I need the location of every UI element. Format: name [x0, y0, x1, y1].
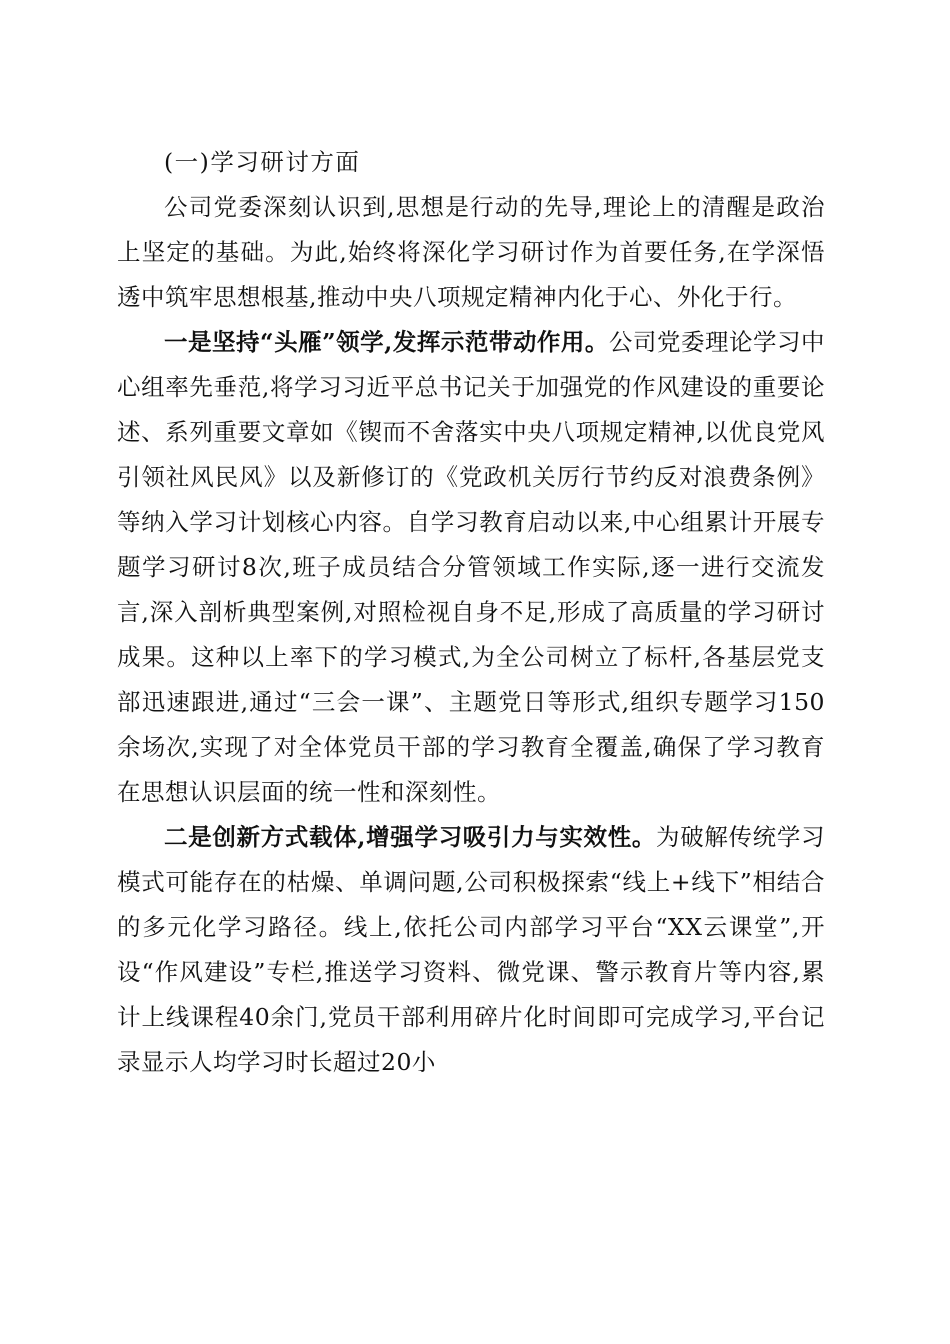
paragraph-lead: 一是坚持“头雁”领学,发挥示范带动作用。	[164, 328, 609, 356]
intro-paragraph	[117, 185, 825, 320]
section-heading: (一)学习研讨方面	[164, 148, 361, 176]
paragraph-text: 公司党委理论学习中心组率先垂范,将学习习近平总书记关于加强党的作风建设的重要论述、系列重要文章如《锲而不舍落实中央八项规定精神,以优良党风引领社风民风》以及新修订的《党政机关厉行节约反对浪费条例》等纳入学习计划核心内容。自学习教育启动以来,中心组累计开展专题学习研讨8次,班子成员结合分管领域工作实际,逐一进行交流发言,深入剖析典型案例,对照检视自身不足,形成了高质量的学习研讨成果。这种以上率下的学习模式,为全公司树立了标杆,各基层党支部迅速跟进,通过“三会一课”、主题党日等形式,组织专题学习150余场次,实现了对全体党员干部的学习教育全覆盖,确保了学习教育在思想认识层面的统一性和深刻性。	[117, 328, 826, 806]
point-two-paragraph	[117, 815, 825, 1085]
document-body	[117, 140, 825, 1085]
point-one-paragraph	[117, 320, 825, 815]
paragraph-text: 为破解传统学习模式可能存在的枯燥、单调问题,公司积极探索“线上+线下”相结合的多元化学习路径。线上,依托公司内部学习平台“XX云课堂”,开设“作风建设”专栏,推送学习资料、微党课、警示教育片等内容,累计上线课程40余门,党员干部利用碎片化时间即可完成学习,平台记录显示人均学习时长超过20小	[117, 823, 826, 1076]
paragraph-lead: 二是创新方式载体,增强学习吸引力与实效性。	[164, 823, 657, 851]
paragraph-text: 公司党委深刻认识到,思想是行动的先导,理论上的清醒是政治上坚定的基础。为此,始终将深化学习研讨作为首要任务,在学深悟透中筑牢思想根基,推动中央八项规定精神内化于心、外化于行。	[117, 193, 825, 311]
